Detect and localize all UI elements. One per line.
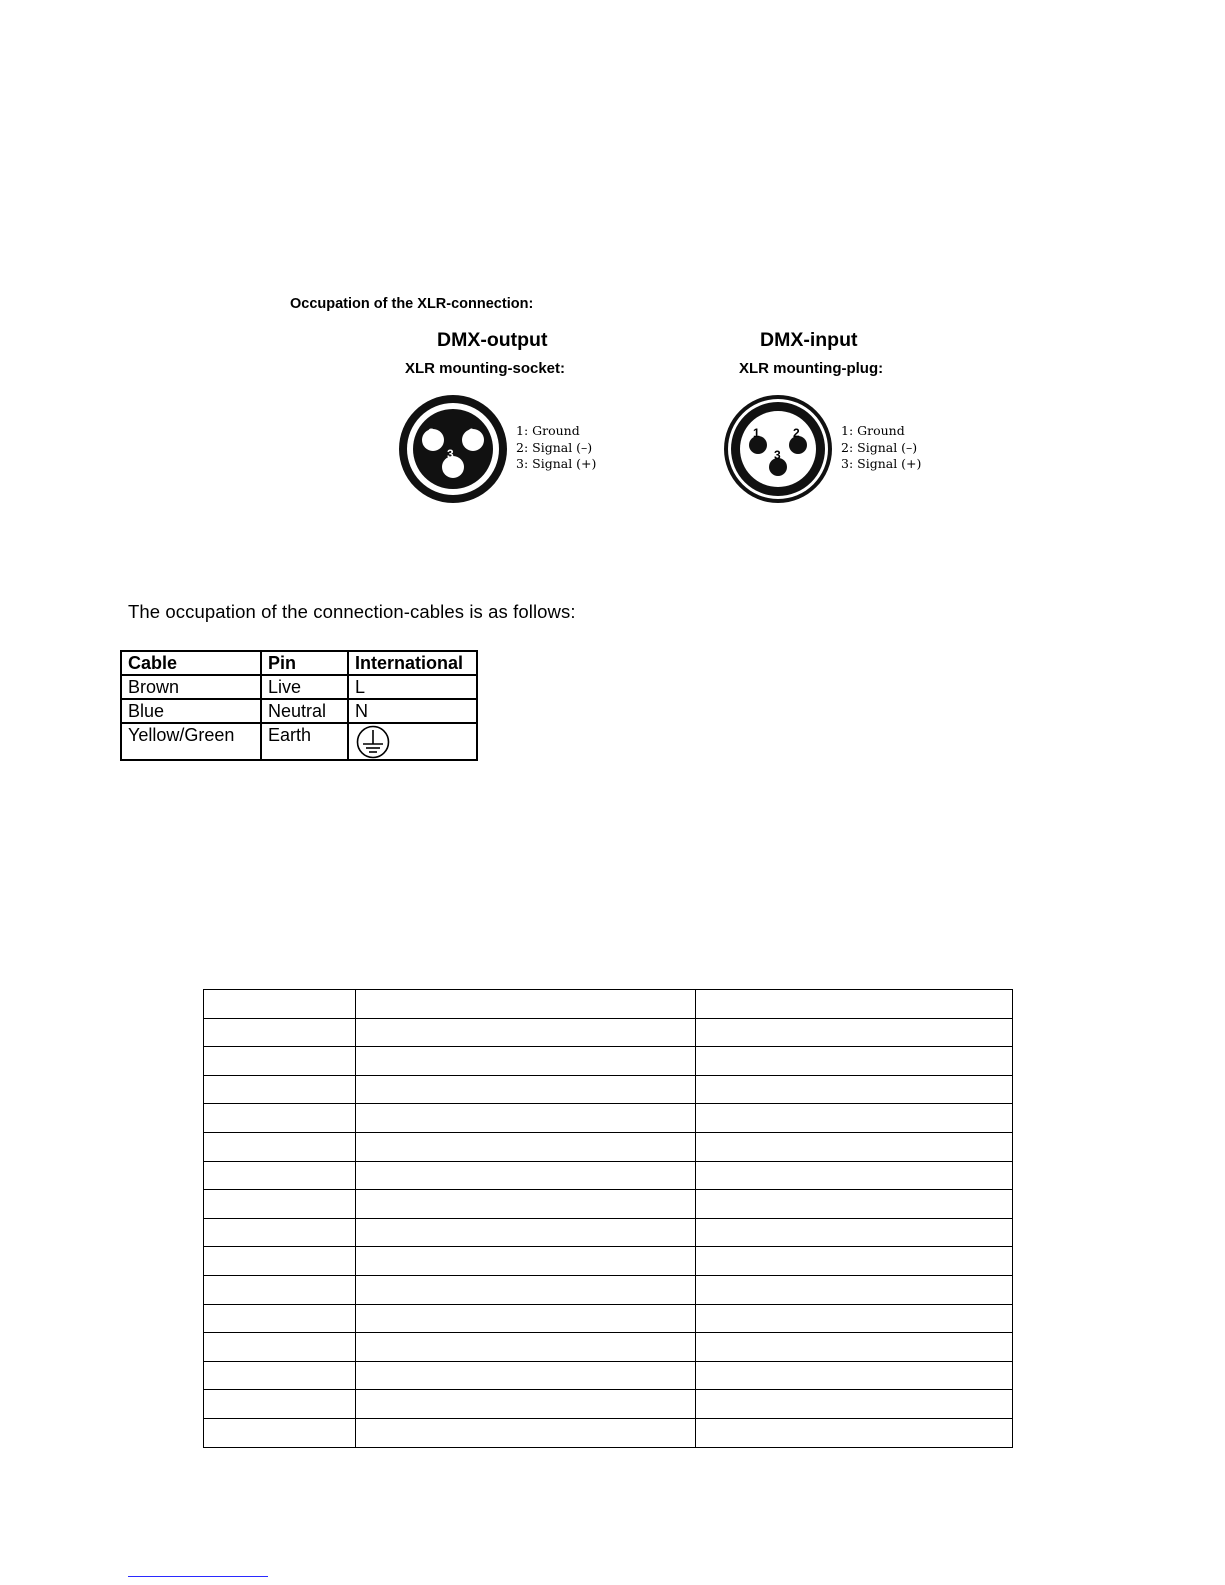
- table-row: [121, 675, 477, 699]
- table-cell: [696, 1018, 1013, 1047]
- table-row: [204, 1418, 1013, 1447]
- table-cell: [204, 1390, 356, 1419]
- table-cell: [204, 1161, 356, 1190]
- table-cell: Blue: [121, 699, 261, 723]
- pin-description: 1: Ground: [841, 423, 905, 438]
- table-row: [204, 1104, 1013, 1133]
- table-cell: Earth: [261, 723, 348, 760]
- xlr-section-heading: Occupation of the XLR-connection:: [290, 296, 534, 312]
- table-cell: L: [348, 675, 477, 699]
- table-cell: [204, 1275, 356, 1304]
- plug-pin-label: 1: [753, 426, 760, 440]
- table-cell: [696, 1304, 1013, 1333]
- table-cell: [204, 1190, 356, 1219]
- table-cell: [696, 1132, 1013, 1161]
- table-cell: [696, 1390, 1013, 1419]
- pin-description: 2: Signal (–): [841, 439, 918, 455]
- table-row: [204, 1304, 1013, 1333]
- pin-description: 2: Signal (–): [516, 439, 593, 455]
- table-cell: [356, 1247, 696, 1276]
- table-cell: [204, 1361, 356, 1390]
- table-cell: [204, 1333, 356, 1362]
- table-cell: [356, 1218, 696, 1247]
- socket-pin-label: 3: [447, 447, 454, 461]
- table-cell: [348, 723, 477, 760]
- table-cell: [356, 1333, 696, 1362]
- table-cell: [204, 1075, 356, 1104]
- column-header: Cable: [121, 651, 261, 675]
- table-row: [204, 990, 1013, 1019]
- dmx-output-subtitle: XLR mounting-socket:: [405, 360, 565, 377]
- socket-pin-label: 1: [468, 426, 475, 440]
- table-cell: Live: [261, 675, 348, 699]
- table-cell: [356, 1190, 696, 1219]
- table-cell: [204, 1304, 356, 1333]
- table-cell: [356, 1390, 696, 1419]
- table-cell: [696, 1333, 1013, 1362]
- pin-description: 1: Ground: [516, 423, 580, 438]
- pin-description: 3: Signal (+): [516, 456, 597, 471]
- empty-grid-table: [203, 989, 1013, 1448]
- protective-earth-icon: [355, 725, 391, 759]
- table-row: [204, 1247, 1013, 1276]
- table-cell: [696, 1361, 1013, 1390]
- table-cell: [204, 990, 356, 1019]
- table-cell: [204, 1104, 356, 1133]
- table-cell: [356, 990, 696, 1019]
- table-row: [204, 1275, 1013, 1304]
- pin-description: 3: Signal (+): [841, 456, 922, 471]
- table-cell: [204, 1018, 356, 1047]
- table-row: [121, 699, 477, 723]
- table-row: [204, 1361, 1013, 1390]
- dmx-input-title: DMX-input: [760, 329, 858, 351]
- table-cell: [204, 1218, 356, 1247]
- table-cell: [696, 1418, 1013, 1447]
- table-cell: [356, 1275, 696, 1304]
- table-cell: [204, 1132, 356, 1161]
- table-cell: [356, 1418, 696, 1447]
- table-cell: [356, 1018, 696, 1047]
- table-cell: [696, 1161, 1013, 1190]
- cable-section-heading: The occupation of the connection-cables is as follows:: [128, 601, 576, 622]
- table-cell: [204, 1047, 356, 1076]
- table-cell: [204, 1247, 356, 1276]
- table-cell: [696, 1190, 1013, 1219]
- column-header: Pin: [261, 651, 348, 675]
- dmx-input-subtitle: XLR mounting-plug:: [739, 360, 884, 377]
- table-cell: [696, 1275, 1013, 1304]
- plug-pin-label: 2: [793, 426, 800, 440]
- table-cell: [696, 990, 1013, 1019]
- dmx-input-pin-list: [841, 423, 921, 473]
- table-cell: [356, 1132, 696, 1161]
- xlr-plug-icon: [722, 393, 834, 505]
- table-cell: [356, 1304, 696, 1333]
- xlr-socket-icon: [397, 393, 509, 505]
- table-row: [204, 1161, 1013, 1190]
- footnote-separator: [128, 1576, 268, 1577]
- table-cell: [356, 1104, 696, 1133]
- table-row: [204, 1190, 1013, 1219]
- table-row: [204, 1018, 1013, 1047]
- table-row: [204, 1075, 1013, 1104]
- table-cell: [696, 1104, 1013, 1133]
- table-row: [204, 1047, 1013, 1076]
- table-row: [204, 1218, 1013, 1247]
- table-header-row: [121, 651, 477, 675]
- table-cell: [356, 1047, 696, 1076]
- socket-pin-label: 2: [428, 426, 435, 440]
- table-cell: [696, 1247, 1013, 1276]
- table-cell: [356, 1075, 696, 1104]
- table-cell: [204, 1418, 356, 1447]
- table-cell: Yellow/Green: [121, 723, 261, 760]
- column-header: International: [348, 651, 477, 675]
- plug-pin-label: 3: [774, 448, 781, 462]
- dmx-output-title: DMX-output: [437, 329, 548, 351]
- dmx-output-pin-list: [516, 423, 596, 473]
- table-cell: Brown: [121, 675, 261, 699]
- table-cell: Neutral: [261, 699, 348, 723]
- table-cell: [696, 1075, 1013, 1104]
- table-row: [204, 1333, 1013, 1362]
- table-row: [204, 1390, 1013, 1419]
- table-cell: [696, 1047, 1013, 1076]
- table-cell: N: [348, 699, 477, 723]
- table-cell: [356, 1361, 696, 1390]
- table-cell: [356, 1161, 696, 1190]
- table-cell: [696, 1218, 1013, 1247]
- table-row: [121, 723, 477, 760]
- table-row: [204, 1132, 1013, 1161]
- cable-table: [120, 650, 478, 761]
